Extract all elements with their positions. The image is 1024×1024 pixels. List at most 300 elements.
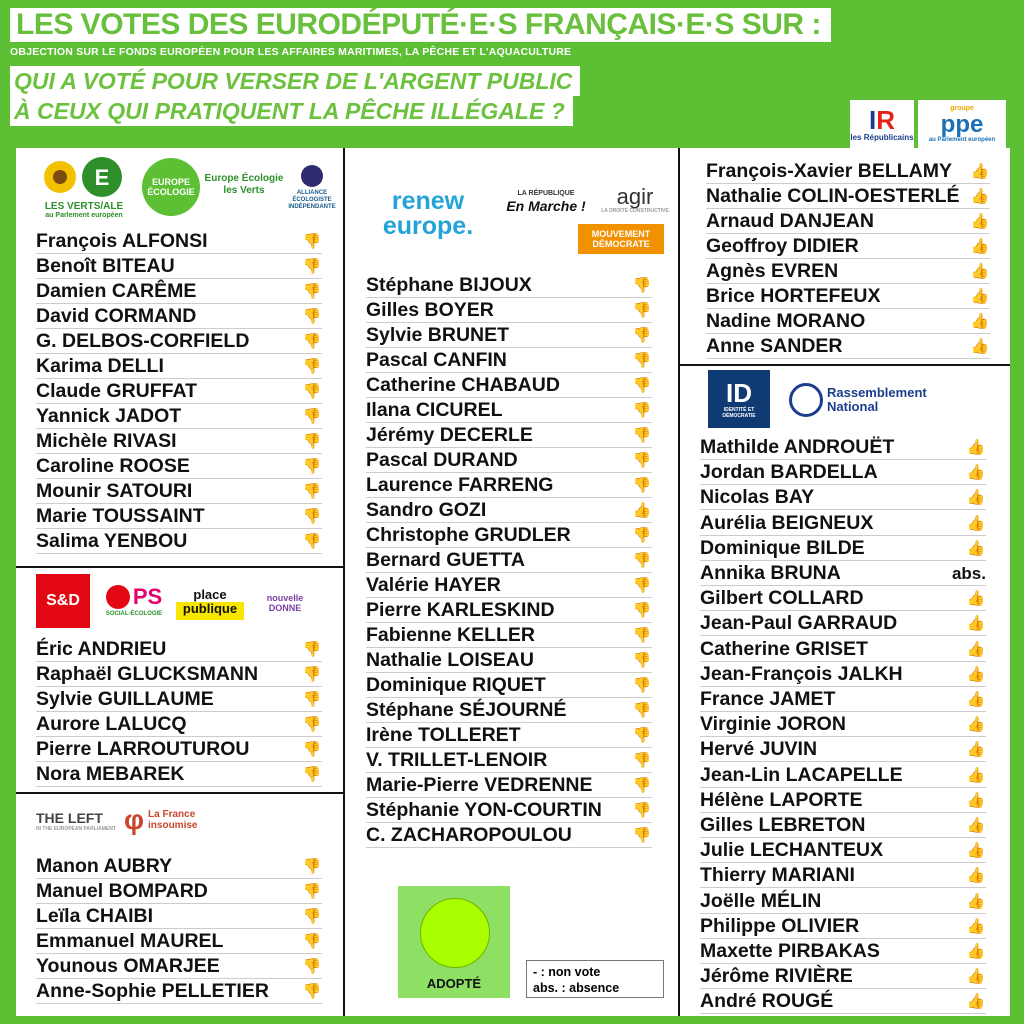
- thumbs-down-icon: 👎: [302, 483, 322, 500]
- member-row: [36, 380, 322, 404]
- member-row: [700, 663, 986, 687]
- member-name: Irène TOLLERET: [366, 724, 521, 746]
- member-name: Valérie HAYER: [366, 574, 501, 596]
- member-name: Catherine GRISET: [700, 637, 868, 660]
- member-name: Éric ANDRIEU: [36, 638, 167, 660]
- thumbs-up-icon: 👍: [966, 514, 986, 532]
- member-row: [700, 587, 986, 611]
- member-row: [36, 305, 322, 329]
- rassemblement-national-logo: [786, 378, 940, 422]
- member-name: Jordan BARDELLA: [700, 461, 878, 484]
- thumbs-down-icon: 👎: [632, 602, 652, 619]
- member-row: [366, 599, 652, 623]
- thumbs-down-icon: 👎: [632, 552, 652, 569]
- the-left-label: THE LEFT: [36, 810, 103, 826]
- member-row: [706, 210, 990, 234]
- member-row: [366, 699, 652, 723]
- member-name: Raphaël GLUCKSMANN: [36, 663, 259, 685]
- member-name: G. DELBOS-CORFIELD: [36, 330, 250, 352]
- member-name: Younous OMARJEE: [36, 955, 220, 977]
- member-name: Nora MEBAREK: [36, 763, 185, 785]
- member-row: [36, 663, 322, 687]
- member-row: [700, 864, 986, 888]
- member-row: [366, 424, 652, 448]
- ppe-logo: [918, 100, 1006, 148]
- thumbs-down-icon: 👎: [302, 741, 322, 758]
- member-row: [366, 499, 652, 523]
- member-name: Gilles BOYER: [366, 299, 494, 321]
- member-name: David CORMAND: [36, 305, 197, 327]
- member-row: [36, 905, 322, 929]
- thumbs-down-icon: 👎: [302, 666, 322, 683]
- thumbs-up-icon: 👍: [970, 213, 990, 230]
- member-name: Jérôme RIVIÈRE: [700, 965, 853, 988]
- sd-logo: [36, 574, 90, 628]
- thumbs-up-icon: 👍: [966, 539, 986, 557]
- eelv-logo: [204, 160, 284, 210]
- divider-sd-left: [16, 792, 343, 794]
- member-name: Mathilde ANDROUËT: [700, 436, 895, 458]
- thumbs-down-icon: 👎: [632, 327, 652, 344]
- agir-label: agir: [616, 183, 654, 209]
- nouvelle-donne-logo: [250, 588, 320, 618]
- member-name: Nicolas BAY: [700, 486, 815, 509]
- member-name: Nathalie COLIN-OESTERLÉ: [706, 185, 960, 207]
- thumbs-down-icon: 👎: [302, 858, 322, 875]
- thumbs-down-icon: 👎: [632, 377, 652, 394]
- member-row: [366, 549, 652, 573]
- member-row: [36, 330, 322, 354]
- thumbs-up-icon: 👍: [966, 867, 986, 885]
- verts-ale-sub-label: au Parlement européen: [45, 212, 123, 219]
- member-name: Marie-Pierre VEDRENNE: [366, 774, 593, 796]
- result-indicator: [420, 898, 490, 968]
- member-row: [700, 915, 986, 939]
- thumbs-up-icon: 👍: [970, 313, 990, 330]
- member-name: Marie TOUSSAINT: [36, 505, 205, 527]
- thumbs-down-icon: 👎: [302, 333, 322, 350]
- member-row: [706, 335, 990, 359]
- thumbs-up-icon: 👍: [970, 288, 990, 305]
- sd-label: S&D: [46, 592, 80, 609]
- thumbs-down-icon: 👎: [632, 702, 652, 719]
- thumbs-down-icon: 👎: [302, 933, 322, 950]
- member-name: Agnès EVREN: [706, 260, 839, 282]
- thumbs-down-icon: 👎: [632, 577, 652, 594]
- member-name: Pascal DURAND: [366, 449, 518, 471]
- ppe-sub-label: au Parlement européen: [928, 136, 996, 143]
- member-row: [366, 799, 652, 823]
- rn-label: Rassemblement National: [827, 385, 927, 414]
- vote-date: DATE DU VOTE : 15 FÉVRIER 2022: [16, 761, 32, 976]
- thumbs-down-icon: 👎: [302, 908, 322, 925]
- member-name: Jean-Lin LACAPELLE: [700, 763, 903, 786]
- member-row: [700, 890, 986, 914]
- member-row: [700, 814, 986, 838]
- thumbs-up-icon: 👍: [966, 766, 986, 784]
- thumbs-down-icon: 👎: [302, 641, 322, 658]
- member-name: Emmanuel MAUREL: [36, 930, 224, 952]
- lfi-logo: [118, 800, 210, 840]
- thumbs-up-icon: 👍: [966, 892, 986, 910]
- thumbs-down-icon: 👎: [302, 766, 322, 783]
- member-row: [366, 349, 652, 373]
- thumbs-down-icon: 👎: [632, 777, 652, 794]
- member-name: Virginie JORON: [700, 713, 846, 736]
- member-name: Jean-Paul GARRAUD: [700, 612, 898, 635]
- thumbs-down-icon: 👎: [302, 883, 322, 900]
- thumbs-up-icon: 👍: [966, 489, 986, 507]
- member-name: Brice HORTEFEUX: [706, 285, 881, 307]
- thumbs-up-icon: 👍: [966, 791, 986, 809]
- member-name: Thierry MARIANI: [700, 864, 855, 887]
- id-sub-label: IDENTITÉ ET DÉMOCRATIE: [722, 407, 756, 419]
- member-name: Joëlle MÉLIN: [700, 889, 822, 912]
- thumbs-up-icon: 👍: [966, 993, 986, 1011]
- thumbs-down-icon: 👎: [302, 433, 322, 450]
- member-row: [366, 674, 652, 698]
- the-left-logo: [36, 802, 116, 842]
- thumbs-down-icon: 👎: [632, 527, 652, 544]
- member-row: [700, 990, 986, 1014]
- member-name: Anne-Sophie PELLETIER: [36, 980, 269, 1002]
- member-name: Aurore LALUCQ: [36, 713, 187, 735]
- alliance-ecologiste-logo: [288, 160, 336, 216]
- question-line-1: QUI A VOTÉ POUR VERSER DE L'ARGENT PUBLIC: [10, 66, 580, 96]
- member-name: Arnaud DANJEAN: [706, 210, 874, 232]
- member-row: [700, 537, 986, 561]
- thumbs-down-icon: 👎: [632, 402, 652, 419]
- thumbs-up-icon: 👍: [966, 741, 986, 759]
- eelv-label: Europe Écologie les Verts: [204, 173, 284, 196]
- member-name: C. ZACHAROPOULOU: [366, 824, 572, 846]
- member-row: [36, 280, 322, 304]
- member-row: [700, 713, 986, 737]
- thumbs-up-icon: 👍: [970, 188, 990, 205]
- nouvelle-donne-label: nouvelle DONNE: [266, 593, 304, 613]
- thumbs-down-icon: 👎: [632, 427, 652, 444]
- member-name: Sylvie GUILLAUME: [36, 688, 214, 710]
- member-row: [36, 405, 322, 429]
- member-name: Stéphane SÉJOURNÉ: [366, 699, 567, 721]
- member-row: [36, 930, 322, 954]
- member-row: [700, 965, 986, 989]
- member-name: V. TRILLET-LENOIR: [366, 749, 548, 771]
- member-row: [706, 285, 990, 309]
- member-row: [700, 562, 986, 586]
- legend-line-1: - : non vote: [533, 965, 601, 979]
- member-row: [706, 185, 990, 209]
- member-row: [36, 638, 322, 662]
- member-name: Hervé JUVIN: [700, 738, 818, 761]
- member-name: Maxette PIRBAKAS: [700, 940, 880, 962]
- member-name: Yannick JADOT: [36, 405, 182, 427]
- member-row: [700, 789, 986, 813]
- en-marche-label: En Marche !: [506, 197, 586, 214]
- divider-lr-rn: [680, 364, 1010, 366]
- thumbs-up-icon: 👍: [966, 640, 986, 658]
- member-name: André ROUGÉ: [700, 990, 834, 1013]
- thumbs-down-icon: 👎: [632, 277, 652, 294]
- member-row: [700, 738, 986, 762]
- member-name: Manon AUBRY: [36, 855, 173, 877]
- verts-ale-label: LES VERTS/ALE: [44, 201, 124, 212]
- verts-ale-logo: [34, 152, 134, 220]
- member-name: Hélène LAPORTE: [700, 788, 863, 811]
- alliance-label: ALLIANCE ÉCOLOGISTE INDÉPENDANTE: [288, 190, 336, 210]
- member-name: Damien CARÊME: [36, 280, 197, 302]
- thumbs-up-icon: 👍: [970, 238, 990, 255]
- thumbs-up-icon: 👍: [966, 691, 986, 708]
- thumbs-down-icon: 👎: [302, 308, 322, 325]
- member-row: [700, 486, 986, 510]
- member-name: France JAMET: [700, 688, 836, 710]
- member-name: Karima DELLI: [36, 355, 164, 377]
- member-name: Pierre KARLESKIND: [366, 599, 555, 621]
- result-label: ADOPTÉ: [426, 976, 482, 991]
- member-name: Nathalie LOISEAU: [366, 649, 534, 671]
- member-row: [36, 230, 322, 254]
- member-name: Gilbert COLLARD: [700, 587, 864, 610]
- member-name: Aurélia BEIGNEUX: [700, 511, 874, 534]
- ps-sub-label: SOCIAL-ÉCOLOGIE: [105, 611, 163, 617]
- member-name: Laurence FARRENG: [366, 474, 554, 496]
- member-name: Benoît BITEAU: [36, 255, 175, 277]
- member-name: Gilles LEBRETON: [700, 814, 866, 836]
- member-row: [36, 430, 322, 454]
- member-name: Caroline ROOSE: [36, 455, 190, 477]
- member-row: [700, 839, 986, 863]
- thumbs-down-icon: 👎: [302, 458, 322, 475]
- les-republicains-logo: IR les Républicains: [850, 100, 914, 148]
- les-republicains-label: les Républicains: [850, 132, 914, 142]
- member-row: [366, 574, 652, 598]
- thumbs-up-icon: 👍: [970, 263, 990, 280]
- the-left-sub-label: IN THE EUROPEAN PARLIAMENT: [36, 826, 116, 832]
- divider-left: [343, 148, 345, 1016]
- europe-ecologie-label: EUROPE ÉCOLOGIE: [147, 177, 195, 197]
- ppe-label: ppe: [940, 110, 984, 138]
- member-name: Claude GRUFFAT: [36, 380, 198, 402]
- member-row: [36, 480, 322, 504]
- thumbs-down-icon: 👎: [302, 358, 322, 375]
- thumbs-down-icon: 👎: [302, 958, 322, 975]
- member-name: Manuel BOMPARD: [36, 880, 208, 902]
- result-box: [398, 886, 510, 998]
- member-row: [36, 980, 322, 1004]
- member-name: Pierre LARROUTUROU: [36, 738, 250, 760]
- member-row: [366, 624, 652, 648]
- thumbs-down-icon: 👎: [632, 802, 652, 819]
- ps-logo: [96, 574, 172, 628]
- thumbs-down-icon: 👎: [632, 477, 652, 494]
- member-row: [36, 763, 322, 787]
- member-row: [366, 474, 652, 498]
- member-row: [366, 399, 652, 423]
- thumbs-down-icon: 👎: [632, 302, 652, 319]
- place-publique-label: place publique: [182, 587, 238, 616]
- member-name: Julie LECHANTEUX: [700, 839, 884, 862]
- europe-ecologie-logo: [142, 158, 200, 216]
- member-row: [36, 255, 322, 279]
- member-name: Sandro GOZI: [366, 499, 487, 521]
- member-row: [366, 774, 652, 798]
- member-row: [36, 855, 322, 879]
- member-row: [366, 299, 652, 323]
- thumbs-down-icon: 👎: [632, 752, 652, 769]
- member-row: [700, 461, 986, 485]
- thumbs-up-icon: 👍: [966, 968, 986, 986]
- thumbs-up-icon: 👍: [966, 464, 986, 482]
- member-name: Christophe GRUDLER: [366, 524, 571, 546]
- member-name: Michèle RIVASI: [36, 430, 177, 452]
- member-row: [700, 940, 986, 964]
- legend-line-2: abs. : absence: [533, 981, 620, 995]
- member-row: [36, 688, 322, 712]
- member-row: [700, 512, 986, 536]
- thumbs-down-icon: 👎: [632, 627, 652, 644]
- thumbs-down-icon: 👎: [632, 677, 652, 694]
- member-row: [36, 530, 322, 554]
- ppe-top-label: groupe: [950, 104, 974, 112]
- member-row: [366, 524, 652, 548]
- thumbs-up-icon: 👍: [966, 590, 986, 608]
- renew-europe-logo: [366, 188, 490, 240]
- id-group-logo: [708, 370, 770, 428]
- agir-logo: [600, 180, 670, 220]
- member-row: [706, 160, 990, 184]
- member-row: [706, 260, 990, 284]
- thumbs-up-icon: 👍: [966, 665, 986, 683]
- flame-icon: [789, 383, 823, 417]
- member-row: [36, 455, 322, 479]
- thumbs-down-icon: 👎: [632, 727, 652, 744]
- thumbs-up-icon: 👍: [970, 163, 990, 180]
- place-publique-logo: [176, 584, 244, 620]
- thumbs-up-icon: 👍: [632, 502, 652, 519]
- member-row: [36, 955, 322, 979]
- thumbs-down-icon: 👎: [302, 233, 322, 250]
- member-name: Bernard GUETTA: [366, 549, 525, 571]
- member-name: Ilana CICUREL: [366, 399, 503, 421]
- member-name: Leïla CHAIBI: [36, 905, 154, 927]
- member-name: Sylvie BRUNET: [366, 324, 510, 346]
- member-row: [366, 749, 652, 773]
- member-row: [706, 310, 990, 334]
- phi-icon: φ: [123, 804, 145, 835]
- ps-label: PS: [132, 584, 163, 609]
- thumbs-up-icon: 👍: [966, 943, 986, 960]
- member-row: [36, 505, 322, 529]
- member-name: Catherine CHABAUD: [366, 374, 560, 396]
- member-name: Geoffroy DIDIER: [706, 235, 859, 257]
- thumbs-down-icon: 👎: [302, 258, 322, 275]
- member-row: [366, 449, 652, 473]
- member-name: Philippe OLIVIER: [700, 914, 860, 937]
- member-name: Stéphanie YON-COURTIN: [366, 799, 602, 821]
- en-marche-top-label: LA RÉPUBLIQUE: [517, 189, 575, 197]
- member-row: [700, 612, 986, 636]
- member-row: [36, 713, 322, 737]
- rose-icon: [106, 585, 130, 609]
- member-name: François ALFONSI: [36, 230, 208, 252]
- heart-icon: [301, 165, 323, 187]
- modem-label: MOUVEMENT DÉMOCRATE: [591, 229, 651, 249]
- member-name: Jean-François JALKH: [700, 662, 903, 685]
- modem-logo: [578, 224, 664, 254]
- member-row: [36, 738, 322, 762]
- agir-sub-label: LA DROITE CONSTRUCTIVE: [601, 207, 669, 214]
- member-name: Anne SANDER: [706, 335, 843, 357]
- member-name: Fabienne KELLER: [366, 624, 536, 646]
- member-name: Annika BRUNA: [700, 562, 841, 584]
- thumbs-down-icon: 👎: [302, 508, 322, 525]
- page-subtitle: OBJECTION SUR LE FONDS EUROPÉEN POUR LES AFFAIRES MARITIMES, LA PÊCHE ET L'AQUACULTURE: [10, 46, 572, 58]
- member-name: François-Xavier BELLAMY: [706, 160, 952, 182]
- member-name: Jérémy DECERLE: [366, 424, 533, 446]
- thumbs-down-icon: 👎: [632, 452, 652, 469]
- divider-verts-sd: [16, 566, 343, 568]
- sunflower-icon: [36, 155, 132, 201]
- en-marche-logo: [496, 184, 596, 218]
- thumbs-down-icon: 👎: [632, 352, 652, 369]
- thumbs-down-icon: 👎: [302, 716, 322, 733]
- member-name: Mounir SATOURI: [36, 480, 193, 502]
- member-row: [366, 724, 652, 748]
- thumbs-up-icon: 👍: [970, 338, 990, 355]
- thumbs-down-icon: 👎: [302, 533, 322, 550]
- member-row: [36, 355, 322, 379]
- member-row: [366, 649, 652, 673]
- member-row: [706, 235, 990, 259]
- member-row: [366, 374, 652, 398]
- thumbs-down-icon: 👎: [632, 827, 652, 844]
- member-name: Nadine MORANO: [706, 310, 866, 332]
- legend: [526, 960, 664, 998]
- divider-right: [678, 148, 680, 1016]
- member-row: [700, 764, 986, 788]
- thumbs-up-icon: 👍: [966, 917, 986, 935]
- id-label: ID: [726, 378, 752, 408]
- thumbs-up-icon: 👍: [966, 817, 986, 834]
- member-name: Stéphane BIJOUX: [366, 274, 532, 296]
- member-name: Dominique BILDE: [700, 536, 865, 559]
- member-row: [366, 824, 652, 848]
- page-title: LES VOTES DES EURODÉPUTÉ·E·S FRANÇAIS·E·S SUR :: [10, 8, 831, 42]
- question-line-2: À CEUX QUI PRATIQUENT LA PÊCHE ILLÉGALE ?: [10, 96, 573, 126]
- lfi-label: La France insoumise: [148, 809, 198, 831]
- member-row: [700, 638, 986, 662]
- thumbs-up-icon: 👍: [966, 716, 986, 734]
- thumbs-down-icon: 👎: [632, 652, 652, 669]
- thumbs-up-icon: 👍: [966, 439, 986, 456]
- member-row: [700, 436, 986, 460]
- member-row: [36, 880, 322, 904]
- member-name: Salima YENBOU: [36, 530, 188, 552]
- member-row: [700, 688, 986, 712]
- thumbs-down-icon: 👎: [302, 383, 322, 400]
- thumbs-down-icon: 👎: [302, 691, 322, 708]
- renew-label: renew europe.: [382, 187, 474, 240]
- thumbs-down-icon: 👎: [302, 408, 322, 425]
- thumbs-down-icon: 👎: [302, 283, 322, 300]
- member-name: Pascal CANFIN: [366, 349, 507, 371]
- thumbs-down-icon: 👎: [302, 983, 322, 1000]
- member-row: [366, 324, 652, 348]
- thumbs-up-icon: 👍: [966, 615, 986, 633]
- absence-mark: abs.: [951, 564, 986, 583]
- thumbs-up-icon: 👍: [966, 842, 986, 860]
